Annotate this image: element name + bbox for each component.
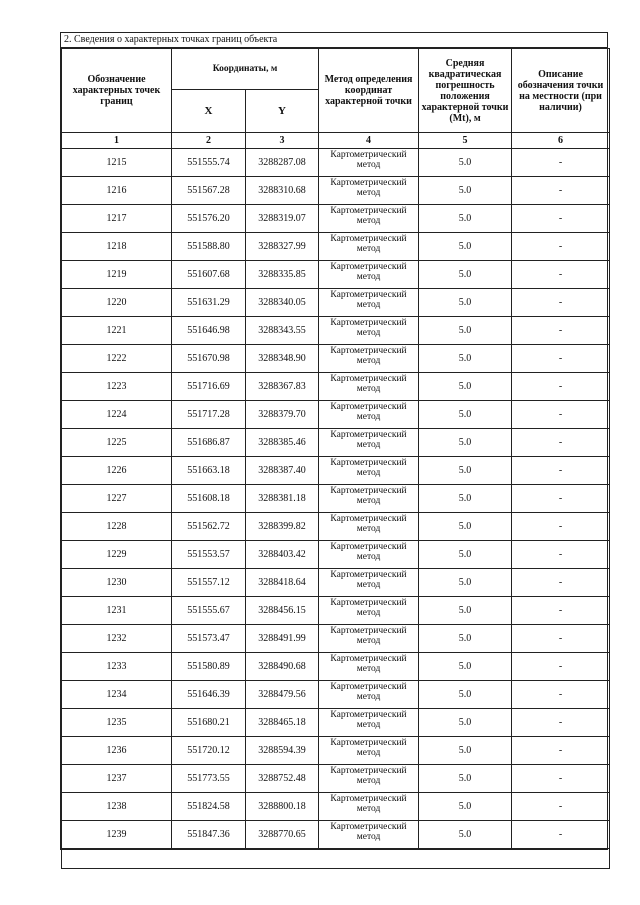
table-row	[62, 317, 610, 345]
method-cell	[319, 737, 419, 765]
point-id-cell: 1218	[62, 233, 172, 261]
table-row	[62, 429, 610, 457]
rms-cell: 5.0	[419, 149, 512, 177]
point-id-cell: 1215	[62, 149, 172, 177]
description-cell: -	[512, 765, 610, 793]
point-id-cell: 1226	[62, 457, 172, 485]
point-id-cell: 1233	[62, 653, 172, 681]
document-frame	[60, 32, 608, 850]
point-id-cell: 1225	[62, 429, 172, 457]
method-cell	[319, 345, 419, 373]
x-coordinate-cell: 551716.69	[172, 373, 246, 401]
method-text: метод	[356, 300, 381, 310]
point-id-cell: 1236	[62, 737, 172, 765]
method-cell	[319, 457, 419, 485]
method-cell	[319, 653, 419, 681]
header-method	[319, 49, 419, 133]
method-text: Картометрический	[330, 794, 407, 804]
point-id-cell: 1235	[62, 709, 172, 737]
rms-cell: 5.0	[419, 513, 512, 541]
table-row	[62, 345, 610, 373]
y-coordinate-cell: 3288418.64	[246, 569, 319, 597]
method-cell	[319, 373, 419, 401]
method-text: Картометрический	[330, 766, 407, 776]
method-text: метод	[356, 496, 381, 506]
column-number: 3	[246, 133, 319, 149]
rms-cell: 5.0	[419, 401, 512, 429]
x-coordinate-cell: 551646.39	[172, 681, 246, 709]
method-text: Картометрический	[330, 654, 407, 664]
y-coordinate-cell: 3288348.90	[246, 345, 319, 373]
point-id-cell: 1231	[62, 597, 172, 625]
description-cell: -	[512, 233, 610, 261]
method-text: Картометрический	[330, 262, 407, 272]
description-cell: -	[512, 709, 610, 737]
point-id-cell: 1221	[62, 317, 172, 345]
method-text: метод	[356, 664, 381, 674]
method-text: Картометрический	[330, 514, 407, 524]
method-text: метод	[356, 804, 381, 814]
method-cell	[319, 485, 419, 513]
description-cell: -	[512, 625, 610, 653]
x-coordinate-cell: 551670.98	[172, 345, 246, 373]
table-row	[62, 513, 610, 541]
description-cell: -	[512, 345, 610, 373]
method-text: метод	[356, 468, 381, 478]
method-text: метод	[356, 384, 381, 394]
description-cell: -	[512, 653, 610, 681]
y-coordinate-cell: 3288403.42	[246, 541, 319, 569]
method-cell	[319, 429, 419, 457]
method-text: Картометрический	[330, 150, 407, 160]
x-coordinate-cell: 551607.68	[172, 261, 246, 289]
method-text: метод	[356, 356, 381, 366]
description-cell: -	[512, 681, 610, 709]
point-id-cell: 1217	[62, 205, 172, 233]
y-coordinate-cell: 3288327.99	[246, 233, 319, 261]
description-cell: -	[512, 205, 610, 233]
rms-cell: 5.0	[419, 737, 512, 765]
y-coordinate-cell: 3288800.18	[246, 793, 319, 821]
rms-cell: 5.0	[419, 233, 512, 261]
header-y: Y	[246, 90, 319, 133]
column-number: 2	[172, 133, 246, 149]
x-coordinate-cell: 551824.58	[172, 793, 246, 821]
table-row	[62, 625, 610, 653]
header-description: Описание обозначения точки на местности (при наличии)	[512, 49, 610, 133]
rms-cell: 5.0	[419, 345, 512, 373]
x-coordinate-cell: 551631.29	[172, 289, 246, 317]
rms-cell: 5.0	[419, 457, 512, 485]
y-coordinate-cell: 3288319.07	[246, 205, 319, 233]
description-cell: -	[512, 149, 610, 177]
header-method-text: Метод определения координат характерной точки	[324, 74, 413, 107]
method-cell	[319, 289, 419, 317]
y-coordinate-cell: 3288479.56	[246, 681, 319, 709]
table-row	[62, 541, 610, 569]
rms-cell: 5.0	[419, 597, 512, 625]
rms-cell: 5.0	[419, 317, 512, 345]
method-text: Картометрический	[330, 570, 407, 580]
x-coordinate-cell: 551646.98	[172, 317, 246, 345]
column-number: 1	[62, 133, 172, 149]
x-coordinate-cell: 551576.20	[172, 205, 246, 233]
point-id-cell: 1216	[62, 177, 172, 205]
description-cell: -	[512, 597, 610, 625]
y-coordinate-cell: 3288385.46	[246, 429, 319, 457]
y-coordinate-cell: 3288491.99	[246, 625, 319, 653]
rms-cell: 5.0	[419, 765, 512, 793]
y-coordinate-cell: 3288594.39	[246, 737, 319, 765]
x-coordinate-cell: 551557.12	[172, 569, 246, 597]
header-x: X	[172, 90, 246, 133]
description-cell: -	[512, 793, 610, 821]
y-coordinate-cell: 3288465.18	[246, 709, 319, 737]
y-coordinate-cell: 3288387.40	[246, 457, 319, 485]
method-text: Картометрический	[330, 822, 407, 832]
method-text: Картометрический	[330, 486, 407, 496]
method-text: метод	[356, 832, 381, 842]
x-coordinate-cell: 551580.89	[172, 653, 246, 681]
x-coordinate-cell: 551553.57	[172, 541, 246, 569]
rms-cell: 5.0	[419, 569, 512, 597]
description-cell: -	[512, 513, 610, 541]
rms-cell: 5.0	[419, 289, 512, 317]
table-row	[62, 177, 610, 205]
point-id-cell: 1239	[62, 821, 172, 849]
method-text: Картометрический	[330, 234, 407, 244]
method-text: Картометрический	[330, 458, 407, 468]
method-text: метод	[356, 776, 381, 786]
x-coordinate-cell: 551720.12	[172, 737, 246, 765]
method-text: метод	[356, 244, 381, 254]
column-number: 4	[319, 133, 419, 149]
y-coordinate-cell: 3288340.05	[246, 289, 319, 317]
description-cell: -	[512, 289, 610, 317]
method-cell	[319, 681, 419, 709]
table-row	[62, 709, 610, 737]
rms-cell: 5.0	[419, 373, 512, 401]
description-cell: -	[512, 373, 610, 401]
table-row	[62, 653, 610, 681]
rms-cell: 5.0	[419, 653, 512, 681]
empty-cell	[62, 849, 610, 869]
point-id-cell: 1222	[62, 345, 172, 373]
table-row	[62, 205, 610, 233]
method-text: Картометрический	[330, 430, 407, 440]
y-coordinate-cell: 3288335.85	[246, 261, 319, 289]
table-row	[62, 569, 610, 597]
x-coordinate-cell: 551567.28	[172, 177, 246, 205]
description-cell: -	[512, 541, 610, 569]
method-text: метод	[356, 216, 381, 226]
method-text: Картометрический	[330, 626, 407, 636]
empty-footer-row	[62, 849, 610, 869]
method-cell	[319, 765, 419, 793]
y-coordinate-cell: 3288770.65	[246, 821, 319, 849]
table-row	[62, 261, 610, 289]
method-cell	[319, 205, 419, 233]
method-cell	[319, 149, 419, 177]
method-text: метод	[356, 748, 381, 758]
x-coordinate-cell: 551555.74	[172, 149, 246, 177]
method-text: метод	[356, 580, 381, 590]
point-id-cell: 1238	[62, 793, 172, 821]
point-id-cell: 1234	[62, 681, 172, 709]
method-text: метод	[356, 440, 381, 450]
table-row	[62, 793, 610, 821]
method-text: метод	[356, 720, 381, 730]
table-row	[62, 401, 610, 429]
x-coordinate-cell: 551847.36	[172, 821, 246, 849]
header-rms: Средняя квадратическая погрешность положения характерной точки (Mt), м	[419, 49, 512, 133]
method-text: Картометрический	[330, 738, 407, 748]
method-cell	[319, 261, 419, 289]
method-text: метод	[356, 272, 381, 282]
y-coordinate-cell: 3288399.82	[246, 513, 319, 541]
table-row	[62, 737, 610, 765]
rms-cell: 5.0	[419, 177, 512, 205]
method-cell	[319, 597, 419, 625]
rms-cell: 5.0	[419, 681, 512, 709]
method-text: Картометрический	[330, 290, 407, 300]
x-coordinate-cell: 551608.18	[172, 485, 246, 513]
x-coordinate-cell: 551663.18	[172, 457, 246, 485]
point-id-cell: 1227	[62, 485, 172, 513]
x-coordinate-cell: 551562.72	[172, 513, 246, 541]
table-row	[62, 457, 610, 485]
section-title: 2. Сведения о характерных точках границ объекта	[61, 33, 607, 48]
method-text: Картометрический	[330, 682, 407, 692]
x-coordinate-cell: 551717.28	[172, 401, 246, 429]
description-cell: -	[512, 177, 610, 205]
point-id-cell: 1223	[62, 373, 172, 401]
y-coordinate-cell: 3288752.48	[246, 765, 319, 793]
method-cell	[319, 317, 419, 345]
method-text: Картометрический	[330, 318, 407, 328]
method-text: метод	[356, 636, 381, 646]
rms-cell: 5.0	[419, 485, 512, 513]
description-cell: -	[512, 261, 610, 289]
table-row	[62, 289, 610, 317]
y-coordinate-cell: 3288381.18	[246, 485, 319, 513]
method-cell	[319, 541, 419, 569]
method-text: Картометрический	[330, 178, 407, 188]
description-cell: -	[512, 569, 610, 597]
point-id-cell: 1229	[62, 541, 172, 569]
rms-cell: 5.0	[419, 429, 512, 457]
x-coordinate-cell: 551686.87	[172, 429, 246, 457]
method-text: метод	[356, 692, 381, 702]
point-id-cell: 1224	[62, 401, 172, 429]
method-cell	[319, 821, 419, 849]
method-text: метод	[356, 412, 381, 422]
x-coordinate-cell: 551773.55	[172, 765, 246, 793]
description-cell: -	[512, 485, 610, 513]
table-row	[62, 765, 610, 793]
rms-cell: 5.0	[419, 541, 512, 569]
point-id-cell: 1219	[62, 261, 172, 289]
table-row	[62, 149, 610, 177]
method-cell	[319, 625, 419, 653]
rms-cell: 5.0	[419, 709, 512, 737]
y-coordinate-cell: 3288379.70	[246, 401, 319, 429]
method-text: метод	[356, 188, 381, 198]
method-text: Картометрический	[330, 542, 407, 552]
table-row	[62, 681, 610, 709]
point-id-cell: 1230	[62, 569, 172, 597]
method-text: метод	[356, 552, 381, 562]
table-row	[62, 485, 610, 513]
y-coordinate-cell: 3288490.68	[246, 653, 319, 681]
method-text: метод	[356, 328, 381, 338]
method-text: Картометрический	[330, 598, 407, 608]
rms-cell: 5.0	[419, 625, 512, 653]
rms-cell: 5.0	[419, 793, 512, 821]
method-text: метод	[356, 608, 381, 618]
description-cell: -	[512, 457, 610, 485]
table-row	[62, 233, 610, 261]
column-number: 5	[419, 133, 512, 149]
header-designation: Обозначение характерных точек границ	[62, 49, 172, 133]
y-coordinate-cell: 3288343.55	[246, 317, 319, 345]
point-id-cell: 1220	[62, 289, 172, 317]
method-text: Картометрический	[330, 402, 407, 412]
table-body	[62, 149, 610, 849]
rms-cell: 5.0	[419, 821, 512, 849]
x-coordinate-cell: 551680.21	[172, 709, 246, 737]
y-coordinate-cell: 3288456.15	[246, 597, 319, 625]
method-cell	[319, 569, 419, 597]
y-coordinate-cell: 3288287.08	[246, 149, 319, 177]
method-text: Картометрический	[330, 346, 407, 356]
method-cell	[319, 401, 419, 429]
rms-cell: 5.0	[419, 261, 512, 289]
point-id-cell: 1232	[62, 625, 172, 653]
boundary-points-table	[61, 48, 610, 869]
method-cell	[319, 177, 419, 205]
description-cell: -	[512, 429, 610, 457]
method-text: метод	[356, 160, 381, 170]
description-cell: -	[512, 821, 610, 849]
method-text: Картометрический	[330, 206, 407, 216]
y-coordinate-cell: 3288310.68	[246, 177, 319, 205]
table-row	[62, 597, 610, 625]
y-coordinate-cell: 3288367.83	[246, 373, 319, 401]
rms-cell: 5.0	[419, 205, 512, 233]
x-coordinate-cell: 551588.80	[172, 233, 246, 261]
point-id-cell: 1237	[62, 765, 172, 793]
description-cell: -	[512, 737, 610, 765]
method-text: Картометрический	[330, 374, 407, 384]
column-number: 6	[512, 133, 610, 149]
method-cell	[319, 233, 419, 261]
table-row	[62, 373, 610, 401]
method-cell	[319, 709, 419, 737]
method-cell	[319, 793, 419, 821]
header-coordinates: Координаты, м	[172, 49, 319, 90]
method-cell	[319, 513, 419, 541]
x-coordinate-cell: 551573.47	[172, 625, 246, 653]
description-cell: -	[512, 401, 610, 429]
point-id-cell: 1228	[62, 513, 172, 541]
description-cell: -	[512, 317, 610, 345]
method-text: Картометрический	[330, 710, 407, 720]
method-text: метод	[356, 524, 381, 534]
x-coordinate-cell: 551555.67	[172, 597, 246, 625]
table-row	[62, 821, 610, 849]
